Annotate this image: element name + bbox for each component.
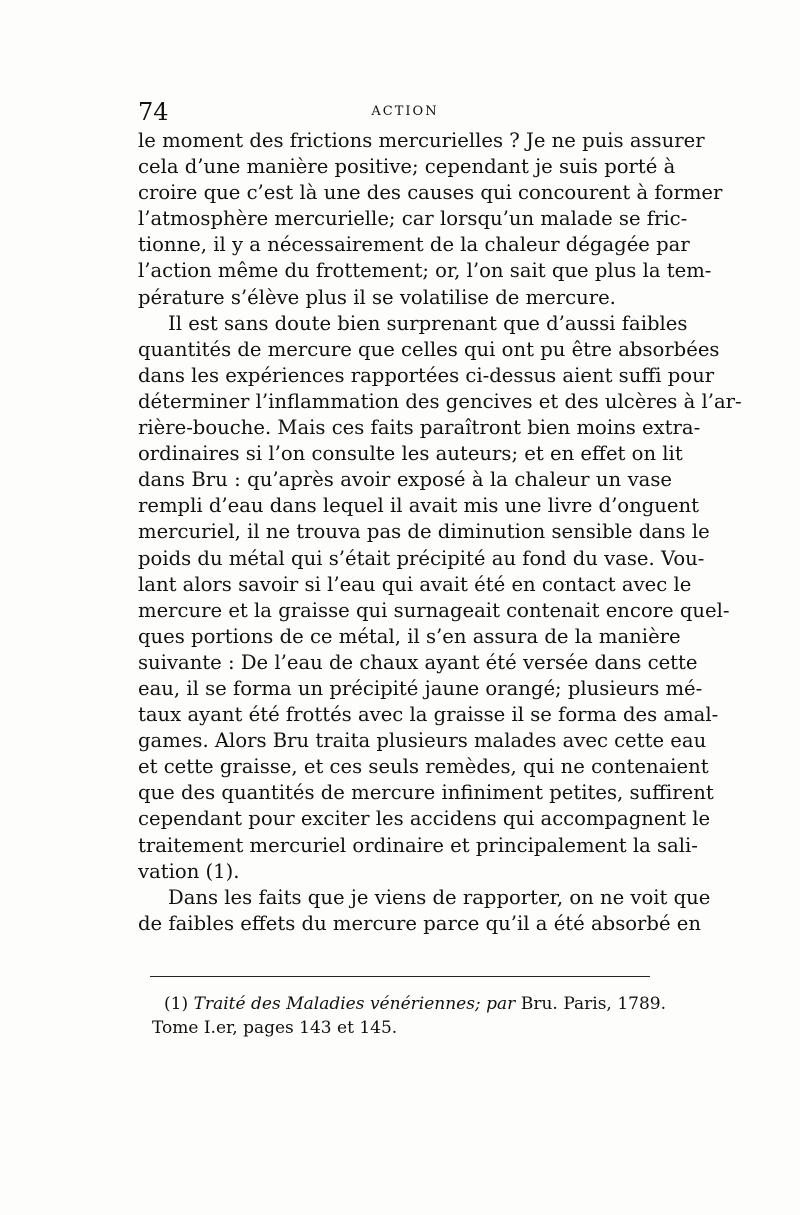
text-line: Dans les faits que je viens de rapporter, on ne voit que <box>168 885 711 909</box>
text-line: cependant pour exciter les accidens qui accompagnent le <box>138 807 711 831</box>
text-line: vation (1). <box>138 859 240 883</box>
text-line: traitement mercuriel ordinaire et principalement la sali- <box>138 833 698 857</box>
page <box>138 96 742 937</box>
footnote-rule <box>150 976 650 977</box>
footnote-line <box>152 992 666 1016</box>
text-line: rière-bouche. Mais ces faits paraîtront bien moins extra- <box>138 416 701 440</box>
text-line: croire que c’est là une des causes qui concourent à former <box>138 181 723 205</box>
body-text <box>138 128 742 937</box>
text-line: le moment des frictions mercurielles ? Je ne puis assurer <box>138 129 705 152</box>
text-line: et cette graisse, et ces seuls remèdes, qui ne contenaient <box>138 755 709 779</box>
text-line: ques portions de ce métal, il s’en assura de la manière <box>138 624 681 648</box>
text-line: cela d’une manière positive; cependant je suis porté à <box>138 155 676 179</box>
text-line: eau, il se forma un précipité jaune orangé; plusieurs mé- <box>138 676 703 700</box>
text-line: dans Bru : qu’après avoir exposé à la chaleur un vase <box>138 468 672 492</box>
text-line: l’action même du frottement; or, l’on sait que plus la tem- <box>138 259 712 283</box>
footnote-marker: (1) <box>164 994 189 1014</box>
text-line: lant alors savoir si l’eau qui avait été en contact avec le <box>138 572 692 596</box>
text-line: que des quantités de mercure infiniment petites, suffirent <box>138 781 714 805</box>
text-line: ordinaires si l’on consulte les auteurs; et en effet on lit <box>138 442 683 466</box>
text-line: quantités de mercure que celles qui ont pu être absorbées <box>138 337 720 361</box>
text-line: déterminer l’inflammation des gencives et des ulcères à l’ar- <box>138 389 742 413</box>
text-line: tionne, il y a nécessairement de la chaleur dégagée par <box>138 233 690 257</box>
footnote-title: Traité des Maladies vénériennes; par <box>193 994 516 1014</box>
text-line: de faibles effets du mercure parce qu’il a été absorbé en <box>138 911 702 935</box>
text-line: mercure et la graisse qui surnageait contenait encore quel- <box>138 598 730 622</box>
text-line: mercuriel, il ne trouva pas de diminution sensible dans le <box>138 520 710 544</box>
text-line: rempli d’eau dans lequel il avait mis une livre d’onguent <box>138 494 699 518</box>
text-line: poids du métal qui s’était précipité au fond du vase. Vou- <box>138 546 705 570</box>
text-line: l’atmosphère mercurielle; car lorsqu’un malade se fric- <box>138 207 688 231</box>
footnote <box>152 992 666 1040</box>
text-line: dans les expériences rapportées ci-dessus aient suffi pour <box>138 363 715 387</box>
running-head <box>138 96 672 128</box>
running-title: ACTION <box>371 104 439 119</box>
footnote-line: Tome I.er, pages 143 et 145. <box>152 1018 398 1038</box>
text-line: Il est sans doute bien surprenant que d’aussi faibles <box>168 311 688 335</box>
page-number: 74 <box>138 98 169 126</box>
text-line: games. Alors Bru traita plusieurs malades avec cette eau <box>138 729 707 753</box>
text-line: pérature s’élève plus il se volatilise de mercure. <box>138 285 616 309</box>
footnote-publisher: Bru. Paris, 1789. <box>520 994 667 1014</box>
text-line: suivante : De l’eau de chaux ayant été versée dans cette <box>138 650 698 674</box>
text-line: taux ayant été frottés avec la graisse il se forma des amal- <box>138 703 719 727</box>
